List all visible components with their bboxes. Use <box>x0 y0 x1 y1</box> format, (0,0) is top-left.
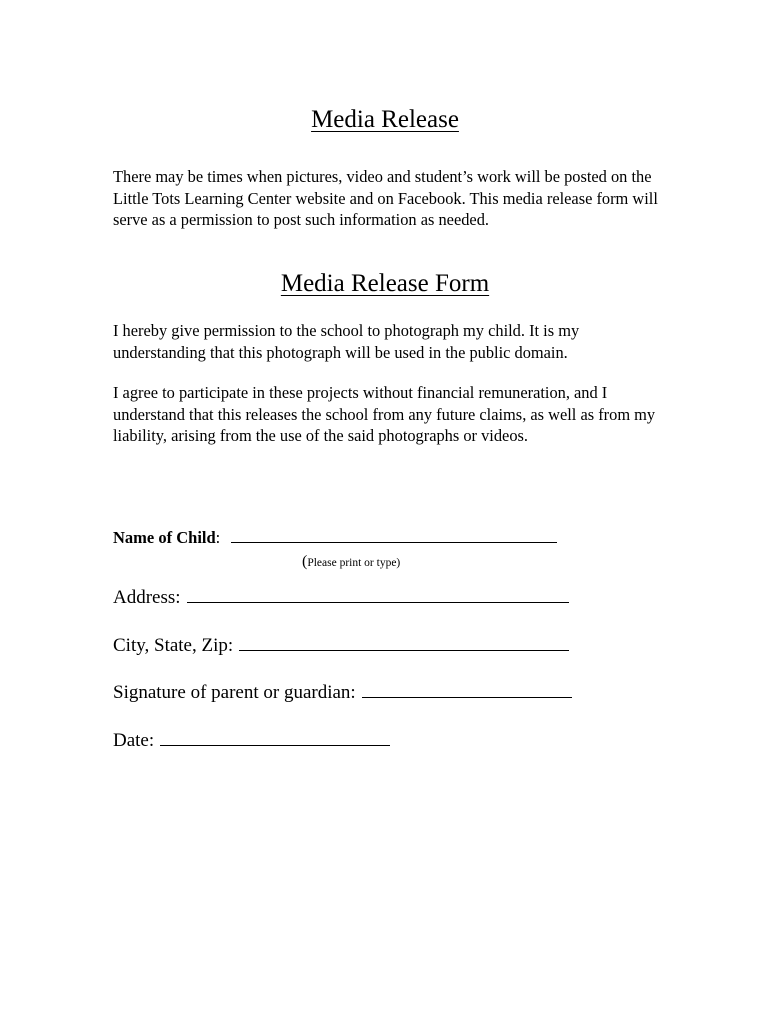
date-blank[interactable] <box>160 729 390 746</box>
city-state-zip-label: City, State, Zip: <box>113 635 234 656</box>
child-name-label: Name of Child <box>113 528 216 547</box>
signature-label: Signature of parent or guardian: <box>113 682 356 703</box>
signature-blank[interactable] <box>362 681 572 698</box>
child-hint-paren: ( <box>302 553 308 570</box>
child-name-field <box>113 528 557 548</box>
form-title: Media Release Form <box>280 270 490 297</box>
permission-paragraph: I hereby give permission to the school to photograph my child. It is my understanding that this photograph will be used in the public domain. <box>113 321 580 362</box>
document-title: Media Release <box>311 106 459 133</box>
city-state-zip-field <box>113 634 569 657</box>
address-field <box>113 586 569 609</box>
date-field <box>113 729 390 752</box>
city-state-zip-blank[interactable] <box>239 634 569 651</box>
child-name-hint <box>302 553 400 571</box>
address-blank[interactable] <box>187 586 569 603</box>
child-hint-text: Please print or type) <box>307 557 401 569</box>
agreement-paragraph: I agree to participate in these projects without financial remuneration, and I understand that this releases the school from any future claims, as well as from my liability, arising from the use of the said photographs or videos. <box>113 383 656 445</box>
intro-paragraph: There may be times when pictures, video and student’s work will be posted on the Little Tots Learning Center website and on Facebook. This media release form will serve as a permission to post such information as needed. <box>113 167 658 229</box>
child-name-colon: : <box>215 528 221 547</box>
address-label: Address: <box>113 587 181 608</box>
signature-field <box>113 681 572 704</box>
child-name-blank[interactable] <box>231 528 557 543</box>
date-label: Date: <box>113 730 155 751</box>
